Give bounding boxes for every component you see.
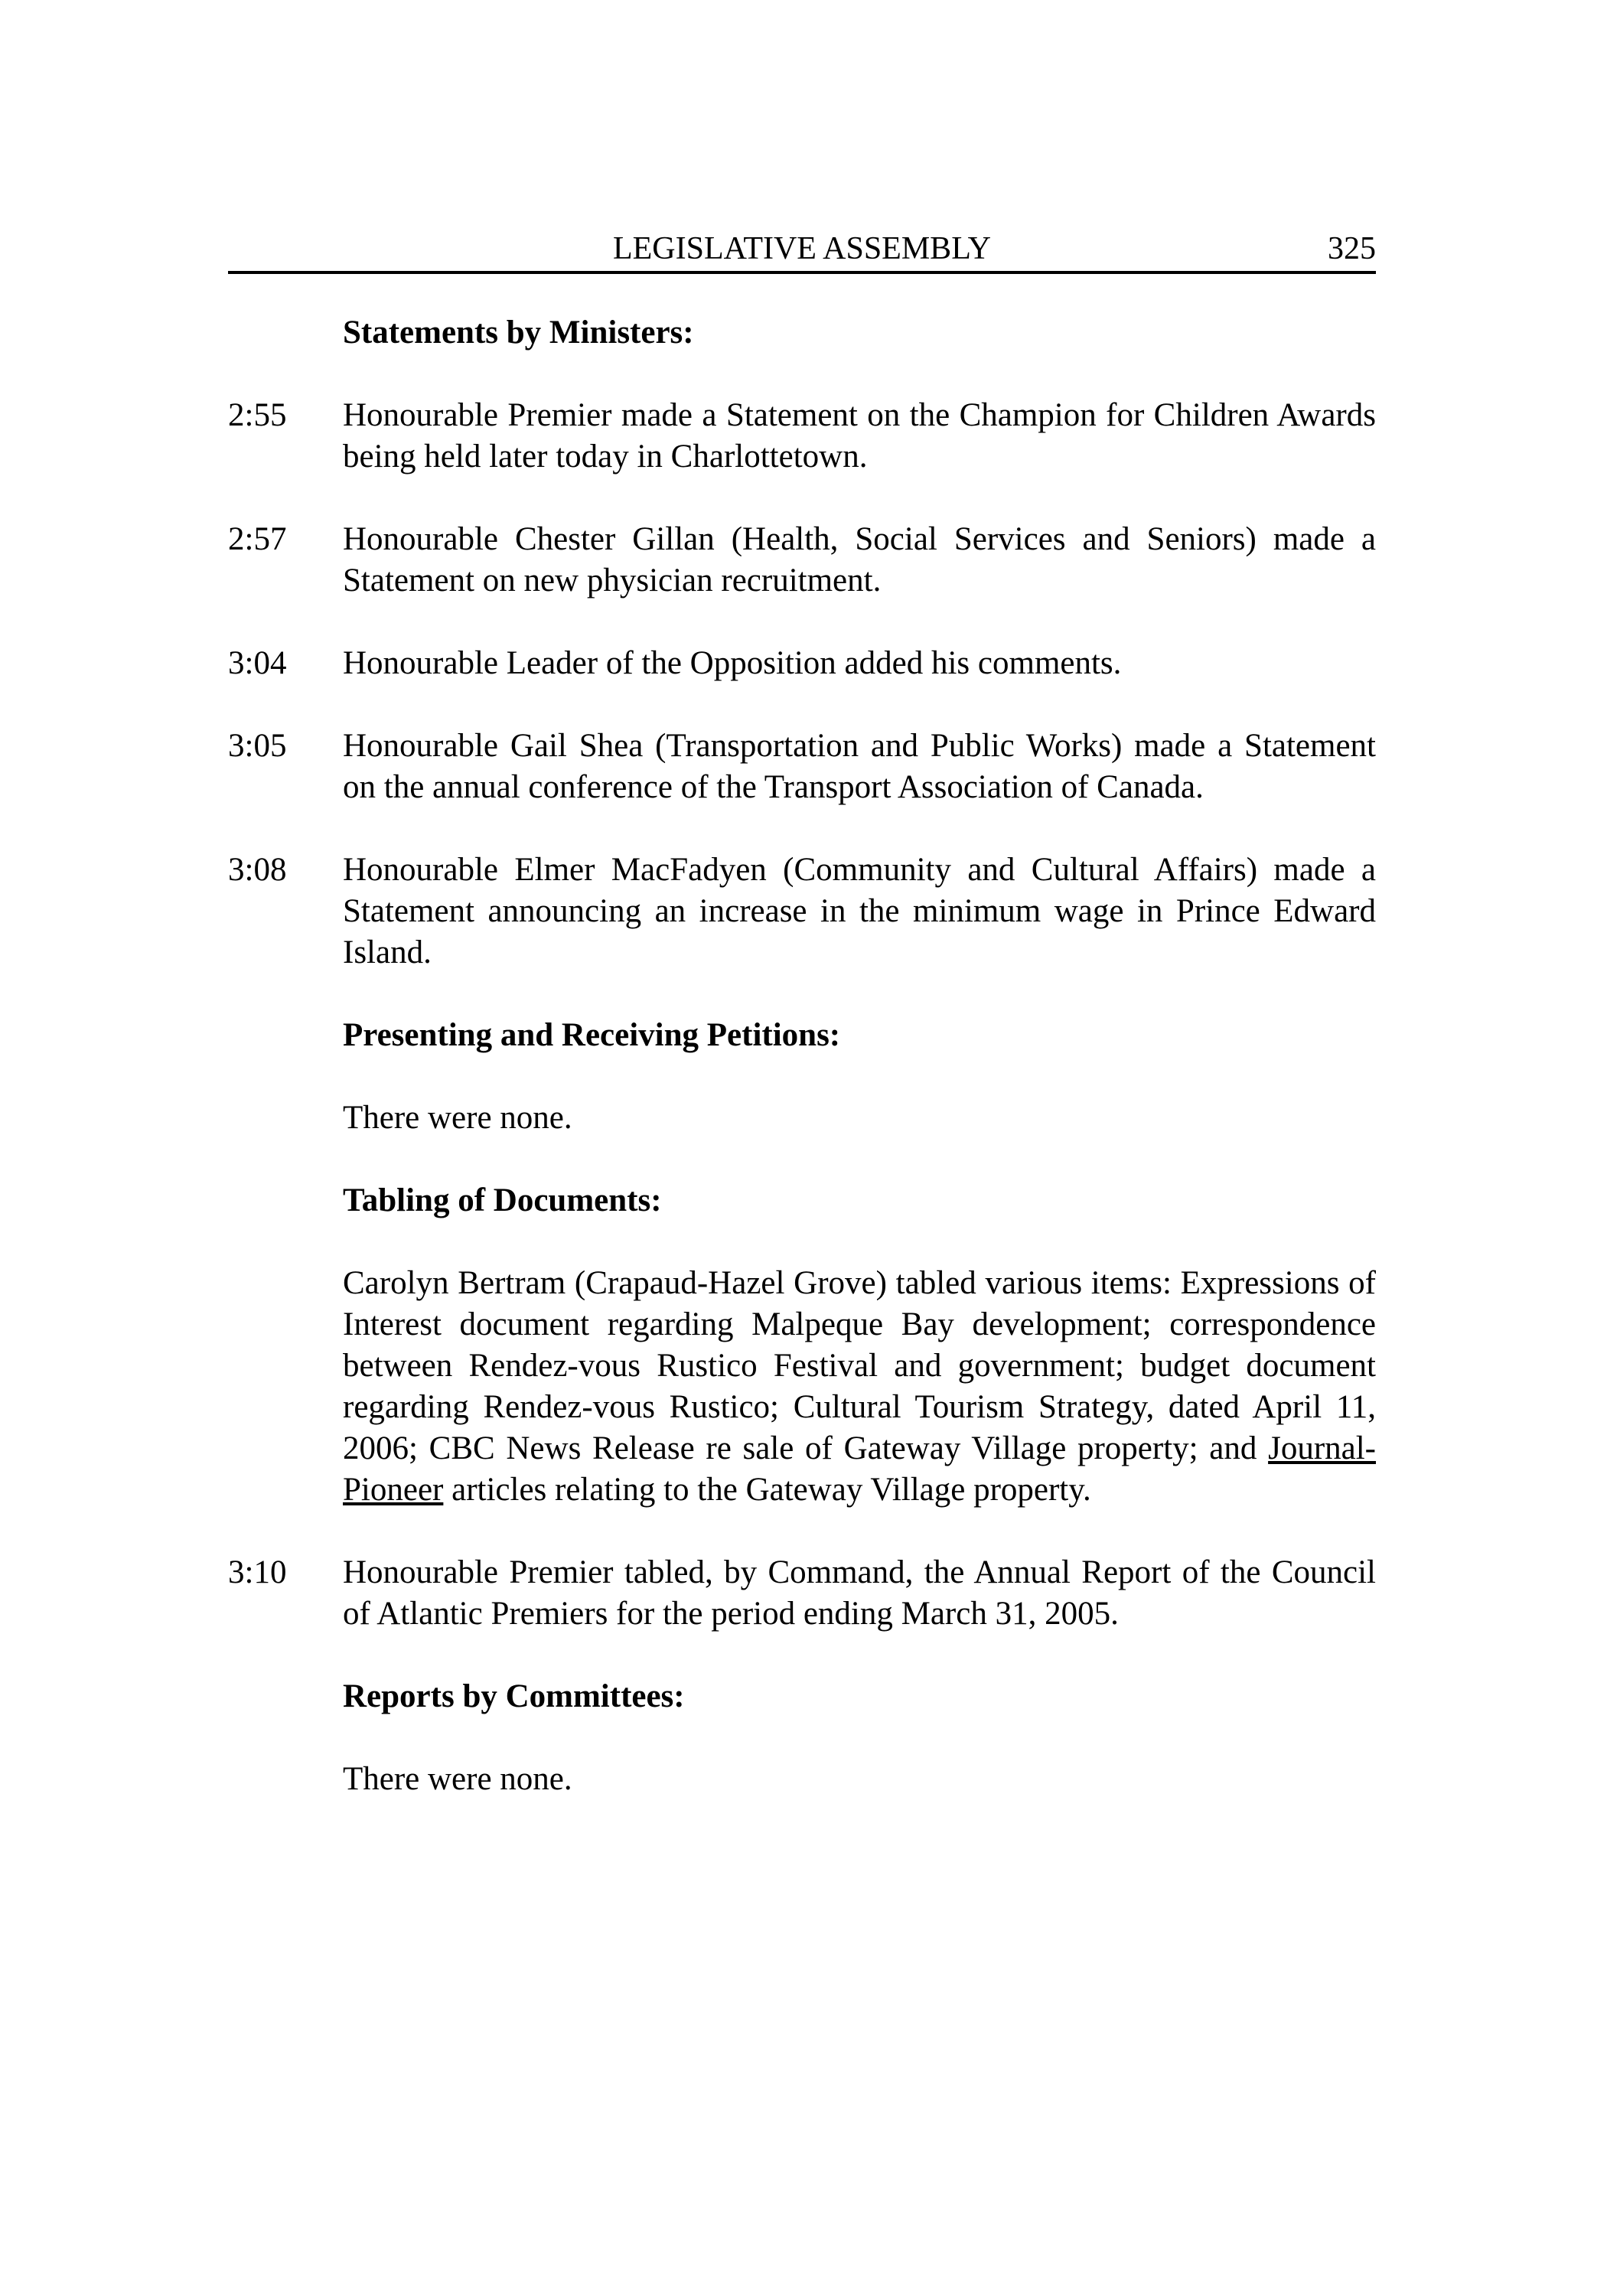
entry-text: Honourable Premier tabled, by Command, the Annual Report of the Council of Atlantic Premiers for the period ending March 31, 2005.: [343, 1554, 1376, 1632]
entry-row: [228, 643, 1376, 684]
section-heading-petitions: Presenting and Receiving Petitions:: [343, 1017, 841, 1053]
committees-text: There were none.: [343, 1761, 572, 1797]
journal-pioneer-title: Journal-Pioneer: [343, 1430, 1376, 1508]
entry-time: 3:04: [228, 645, 287, 681]
entry-text: Honourable Elmer MacFadyen (Community and Cultural Affairs) made a Statement announcing an increase in the minimum wage in Prince Edward Island.: [343, 852, 1376, 970]
entry-row: [228, 1552, 1376, 1635]
page-number: 325: [1328, 231, 1376, 266]
section-heading-committees: Reports by Committees:: [343, 1678, 685, 1714]
entry-time: 2:57: [228, 521, 287, 557]
entry-row: [228, 519, 1376, 602]
page-content: [228, 274, 1376, 1800]
documents-text-before: Carolyn Bertram (Crapaud-Hazel Grove) tabled various items: Expressions of Interest document regarding Malpeque Bay development; correspondence between Rendez-vous Rustico Festival and government; budget document regarding Rendez-vous Rustico; Cultural Tourism Strategy, dated April 11, 2006; CBC News Release re sale of Gateway Village property; and: [343, 1265, 1376, 1466]
petitions-text: There were none.: [343, 1100, 572, 1136]
documents-text-after: articles relating to the Gateway Village property.: [443, 1472, 1091, 1508]
entry-row: [228, 850, 1376, 974]
page-header: [228, 227, 1376, 274]
entry-row: [228, 726, 1376, 808]
entry-time: 3:08: [228, 852, 287, 888]
entry-text: Honourable Leader of the Opposition added his comments.: [343, 645, 1122, 681]
entry-time: 2:55: [228, 397, 287, 433]
document-page: [228, 227, 1376, 1841]
entry-text: Honourable Chester Gillan (Health, Social Services and Seniors) made a Statement on new physician recruitment.: [343, 521, 1376, 598]
entry-time: 3:10: [228, 1554, 287, 1590]
documents-paragraph: [343, 1263, 1376, 1511]
entry-text: Honourable Premier made a Statement on the Champion for Children Awards being held later today in Charlottetown.: [343, 397, 1376, 475]
header-title: LEGISLATIVE ASSEMBLY: [613, 231, 991, 266]
section-heading-ministers: Statements by Ministers:: [343, 315, 694, 351]
entry-time: 3:05: [228, 728, 287, 764]
entry-row: [228, 395, 1376, 478]
entry-text: Honourable Gail Shea (Transportation and Public Works) made a Statement on the annual conference of the Transport Association of Canada.: [343, 728, 1376, 805]
section-heading-documents: Tabling of Documents:: [343, 1182, 662, 1218]
